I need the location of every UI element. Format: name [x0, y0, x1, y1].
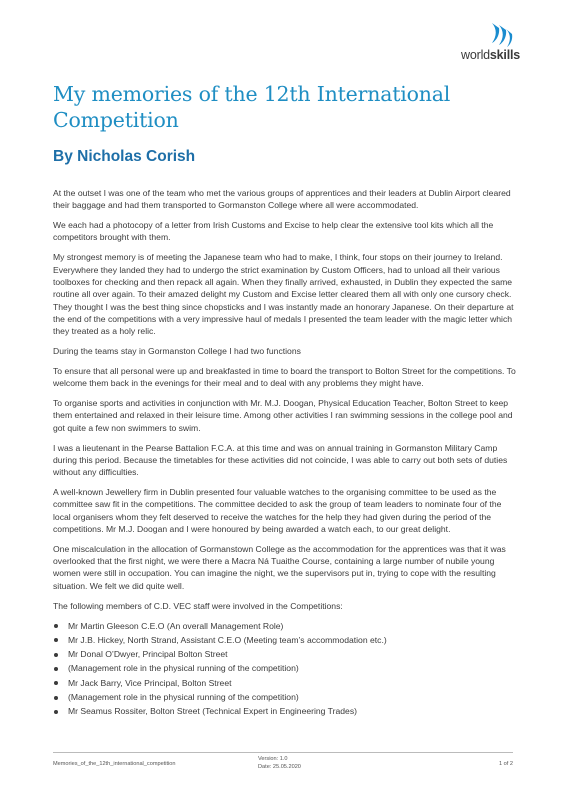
body-paragraph: To ensure that all personal were up and breakfasted in time to board the transport to Bolton Street for the competitions. To welcome them back in the evenings for their meal and to deal with any problems they might have.: [53, 365, 516, 389]
staff-list-item: Mr Martin Gleeson C.E.O (An overall Management Role): [53, 620, 521, 632]
author-byline: By Nicholas Corish: [53, 148, 196, 165]
staff-list-item: (Management role in the physical running of the competition): [53, 691, 521, 703]
worldskills-logo: [436, 20, 520, 62]
staff-list-item: Mr Donal O’Dwyer, Principal Bolton Street: [53, 648, 521, 660]
worldskills-wave-icon: [488, 20, 514, 50]
body-paragraph: At the outset I was one of the team who met the various groups of apprentices and their leaders at Dublin Airport cleared their baggage and had them transported to Gormanston College where all were accommodated.: [53, 188, 511, 211]
staff-list: [53, 620, 521, 718]
footer-divider: [53, 752, 513, 753]
footer-date: Date: 25.05.2020: [258, 763, 301, 770]
document-title: My memories of the 12th International Competition: [53, 82, 451, 132]
document-body: [53, 187, 521, 720]
logo-text-light: world: [461, 48, 490, 62]
body-paragraph: The following members of C.D. VEC staff were involved in the Competitions:: [53, 600, 343, 611]
body-paragraph: One miscalculation in the allocation of Gormanstown College as the accommodation for the apprentices was that it was overlooked that the first night, we were there a Macra Ná Tuaithe Course, containing a large number of nubile young women were still in occupation. You can imagine the night, we the supervisors put in, trying to cope with the resulting situation. We felt we did quite well.: [53, 543, 506, 591]
footer-version-block: [258, 756, 301, 771]
footer-page-number: 1 of 2: [499, 761, 513, 767]
body-paragraph: My strongest memory is of meeting the Japanese team who had to make, I think, four stops on their journey to Ireland. Everywhere they landed they had to undergo the strict examination by Custom Officers, had to unload all their various toolboxes for checking and then repack all again. When they finally arrived, exhausted, in Dublin they expected the same routine all over again. To their amazed delight my Custom and Excise letter cleared them all with only one cursory check. They thought I was the best thing since chopsticks and I was instantly made an honorary Japanese. On their departure at the end of the competitions with a very impressive haul of medals I presented the team leader with the magic letter which they treated as a holy relic.: [53, 252, 514, 337]
staff-list-item: (Management role in the physical running of the competition): [53, 662, 521, 674]
staff-list-item: Mr J.B. Hickey, North Strand, Assistant C.E.O (Meeting team’s accommodation etc.): [53, 634, 521, 646]
body-paragraph: We each had a photocopy of a letter from Irish Customs and Excise to help clear the extensive tool kits which all the competitors brought with them.: [53, 220, 494, 243]
body-paragraph: During the teams stay in Gormanston College I had two functions: [53, 346, 301, 357]
body-paragraph: I was a lieutenant in the Pearse Battalion F.C.A. at this time and was on annual training in Gormanston Military Camp during this period. Because the timetables for these activities did not coincide, I was able to carry out both sets of duties without any difficulties.: [53, 442, 508, 478]
logo-text-bold: skills: [489, 48, 520, 62]
logo-text: [461, 48, 520, 62]
body-paragraph: A well-known Jewellery firm in Dublin presented four valuable watches to the organising committee to be used as the committee saw fit in the competitions. The committee decided to ask the group of team leaders to nominate four of the local organisers whom they felt deserved to receive the watches for the help they had given during the period of the competitions. Mr M.J. Doogan and I were honoured by being awarded a watch each, to our great delight.: [53, 487, 502, 534]
staff-list-item: Mr Seamus Rossiter, Bolton Street (Technical Expert in Engineering Trades): [53, 705, 521, 717]
body-paragraph: To organise sports and activities in conjunction with Mr. M.J. Doogan, Physical Education Teacher, Bolton Street to keep them entertained and relaxed in their leisure time. Among other activities I ran swimming sessions in the college pool and got quite a few non swimmers to swim.: [53, 398, 513, 433]
staff-list-item: Mr Jack Barry, Vice Principal, Bolton Street: [53, 677, 521, 689]
footer-filename: Memories_of_the_12th_international_competition: [53, 761, 176, 767]
footer-version: Version: 1.0: [258, 756, 288, 762]
